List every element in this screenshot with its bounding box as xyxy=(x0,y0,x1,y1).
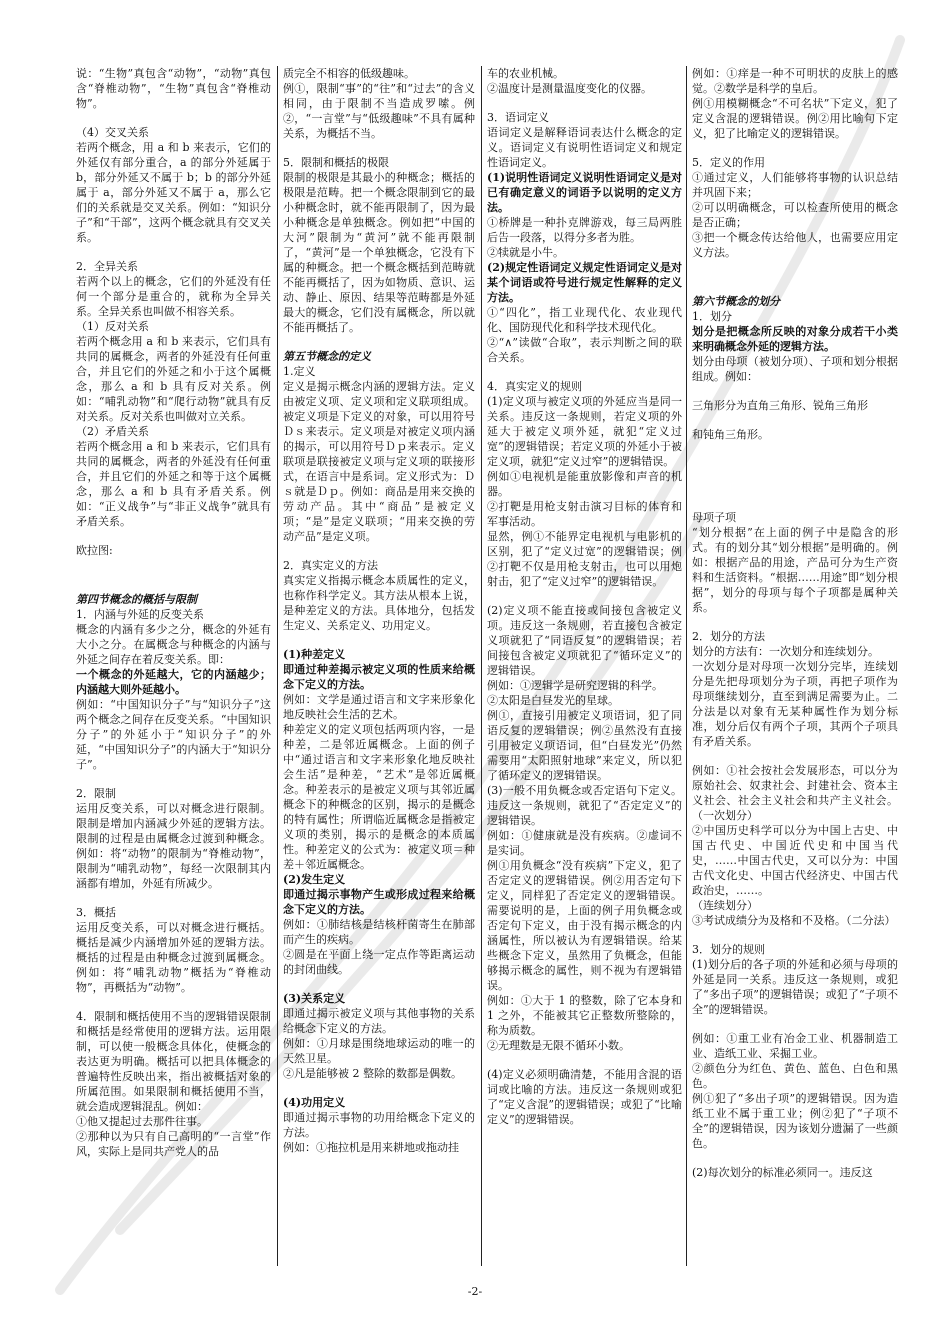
paragraph: 例如：①逻辑学是研究逻辑的科学。 xyxy=(487,679,663,692)
paragraph: (1)说明性语词定义说明性语词定义是对已有确定意义的词语予以说明的定义方法。 xyxy=(487,171,682,214)
paragraph: 真实定义指揭示概念本质属性的定义，也称作科学定义。其方法从根本上说，是种差定义的方法。具体地分，包括发生定义、关系定义、功用定义。 xyxy=(283,574,475,632)
paragraph: 运用反变关系，可以对概念进行限制。限制是增加内涵减少外延的逻辑方法。限制的过程是由属概念过渡到种概念。例如：将“动物”的限制为“脊椎动物”，限制为“哺乳动物”，每经一次限制其内涵都有增加，外延有所减少。 xyxy=(76,802,271,890)
column-2 xyxy=(283,66,475,1266)
paragraph-spacer xyxy=(487,589,682,603)
paragraph-spacer xyxy=(692,384,898,398)
paragraph: 5．限制和概括的极限 xyxy=(283,156,389,169)
paragraph: 例如：①痒是一种不可明状的皮肤上的感觉。②数学是科学的皇后。 xyxy=(692,67,898,95)
paragraph: 质完全不相容的低级趣味。 xyxy=(283,67,415,80)
paragraph: 例如：①肺结核是结核杆菌寄生在肺部而产生的疾病。 xyxy=(283,918,475,946)
paragraph-spacer xyxy=(692,928,898,942)
paragraph: 例如：①社会按社会发展形态，可以分为原始社会、奴隶社会、封建社会、资本主义社会、社会主义社会和共产主义社会。（一次划分） xyxy=(692,764,898,822)
paragraph-spacer xyxy=(487,96,682,110)
paragraph: (1)种差定义 xyxy=(283,648,346,661)
paragraph: 限制的极限是其最小的种概念；概括的极限是范畴。把一个概念限制到它的最小种概念时，就不能再限制了，因为最小种概念是单独概念。例如把“中国的大河”限制为“黄河”就不能再限制了，“黄河”是一个单独概念，它没有下属的种概念。把一个概念概括到范畴就不能再概括了，因为如物质、意识、运动、静止、原因、结果等范畴都是外延最大的概念，它们没有属概念，所以就不能再概括了。 xyxy=(283,171,475,334)
paragraph: ②那种以为只有自己高明的“一言堂”作风，实际上是同共产党人的品 xyxy=(76,1130,271,1158)
paragraph: 例如：文学是通过语言和文字来形象化地反映社会生活的艺术。 xyxy=(283,693,475,721)
paragraph: ③考试成绩分为及格和不及格。（二分法） xyxy=(692,914,896,927)
paragraph: ①他又提起过去那件往事。 xyxy=(76,1115,208,1128)
paragraph-spacer xyxy=(283,1081,475,1095)
paragraph: ②温度计是测量温度变化的仪器。 xyxy=(487,82,652,95)
paragraph: 母项子项 xyxy=(692,511,736,524)
paragraph: 运用反变关系，可以对概念进行概括。概括是减少内涵增加外延的逻辑方法。概括的过程是由种概念过渡到属概念。例如：将“哺乳动物”概括为“脊椎动物”，再概括为“动物”。 xyxy=(76,921,271,994)
paragraph: 三角形分为直角三角形、锐角三角形 xyxy=(692,399,868,412)
paragraph-spacer xyxy=(283,977,475,991)
paragraph-spacer xyxy=(283,141,475,155)
paragraph: 例如：“中国知识分子”与“知识分子”这两个概念之间存在反变关系。“中国知识分子”的外延小于“知识分子”的外延，“中国知识分子”的内涵大于“知识分子”。 xyxy=(76,698,271,771)
paragraph: (2)定义项不能直接或间接包含被定义项。违反这一条规则，若直接包含被定义项就犯了“同语反复”的逻辑错误；若间接包含被定义项就犯了“循环定义”的逻辑错误。 xyxy=(487,604,682,677)
paragraph: 即通过种差揭示被定义项的性质来给概念下定义的方法。 xyxy=(283,663,475,691)
column-divider xyxy=(277,66,278,1266)
paragraph: 说：“生物”真包含“动物”，“动物”真包含“脊椎动物”，“生物”真包含“脊椎动物”。 xyxy=(76,67,271,110)
paragraph: 1．内涵与外延的反变关系 xyxy=(76,608,204,621)
paragraph: ②凡是能够被 2 整除的数都是偶数。 xyxy=(283,1067,462,1080)
paragraph: 显然，例①不能界定电视机与电影机的区别，犯了“定义过宽”的逻辑错误；例②打靶不仅是用枪支射击，也可以用炮射击，犯了“定义过窄”的逻辑错误。 xyxy=(487,530,682,588)
paragraph: (3)关系定义 xyxy=(283,992,346,1005)
paragraph-spacer xyxy=(692,260,898,294)
paragraph: (3)一般不用负概念或否定语句下定义。违反这一条规则，就犯了“否定定义”的逻辑错误。 xyxy=(487,784,682,827)
paragraph-spacer xyxy=(76,245,271,259)
paragraph: “划分根据”在上面的例子中是隐含的形式。有的划分其“划分根据”是明确的。例如：根据产品的用途，产品可分为生产资料和生活资料。“根据……用途”即“划分根据”，划分的母项与每个子项都是属种关系。 xyxy=(692,526,898,614)
paragraph: 4．限制和概括使用不当的逻辑错误限制和概括是经常使用的逻辑方法。运用限制，可以使一般概念具体化，使概念的表达更为明确。概括可以把具体概念的普遍特性反映出来，指出被概括对象的所属范围。如果限制和概括使用不当，就会造成逻辑混乱。例如： xyxy=(76,1010,271,1113)
paragraph-spacer xyxy=(692,442,898,476)
paragraph-spacer xyxy=(487,365,682,379)
paragraph: 4．真实定义的规则 xyxy=(487,380,582,393)
page-number: -2- xyxy=(467,1285,483,1298)
paragraph: 例如：①月球是围绕地球运动的唯一的天然卫星。 xyxy=(283,1037,475,1065)
paragraph: 即通过揭示被定义项与其他事物的关系给概念下定义的方法。 xyxy=(283,1007,475,1035)
paragraph: 2．真实定义的方法 xyxy=(283,559,378,572)
paragraph-spacer xyxy=(692,749,898,763)
paragraph-spacer xyxy=(283,633,475,647)
paragraph: 2．全异关系 xyxy=(76,260,138,273)
paragraph: (2)规定性语词定义规定性语词定义是对某个词语或符号进行规定性解释的定义方法。 xyxy=(487,261,682,304)
paragraph: 即通过揭示事物的功用给概念下定义的方法。 xyxy=(283,1111,475,1139)
paragraph: 例①用负概念“没有疾病”下定义，犯了否定定义的逻辑错误。例②用否定句下定义，同样犯了否定定义的逻辑错误。需要说明的是，上面的例子用负概念或否定句下定义，由于没有揭示概念的内涵属性，所以被认为有逻辑错误。给某些概念下定义，虽然用了负概念，但能够揭示概念的属性，则不视为有逻辑错误。 xyxy=(487,859,682,992)
paragraph: 划分是把概念所反映的对象分成若干小类来明确概念外延的逻辑方法。 xyxy=(692,325,898,353)
paragraph: ①“四化”，指工业现代化、农业现代化、国防现代化和科学技术现代化。 xyxy=(487,306,682,334)
paragraph: (2)每次划分的标准必须同一。违反这 xyxy=(692,1166,873,1179)
paragraph: ②中国历史科学可以分为中国上古史、中国古代史、中国近代史和中国当代史，……中国古代史，又可以分为：中国古代文化史、中国古代经济史、中国古代政治史，……。 xyxy=(692,824,898,897)
paragraph: ①通过定义，人们能够将事物的认识总结并巩固下来； xyxy=(692,171,898,199)
paragraph: 例如：①拖拉机是用来耕地或拖动挂 xyxy=(283,1141,459,1154)
paragraph: 车的农业机械。 xyxy=(487,67,564,80)
section-heading: 第四节概念的概括与限制 xyxy=(76,593,197,606)
paragraph: ②犊就是小牛。 xyxy=(487,246,564,259)
paragraph-spacer xyxy=(283,544,475,558)
paragraph-spacer xyxy=(76,529,271,543)
paragraph: （连续划分） xyxy=(692,899,758,912)
paragraph: 概念的内涵有多少之分，概念的外延有大小之分。在属概念与种概念的内涵与外延之间存在着反变关系。即： xyxy=(76,623,271,666)
paragraph: 欧拉图: xyxy=(76,544,113,557)
paragraph: 例如：①健康就是没有疾病。②虚词不是实词。 xyxy=(487,829,682,857)
paragraph: ②打靶是用枪支射击演习目标的体育和军事活动。 xyxy=(487,500,682,528)
paragraph: ③把一个概念传达给他人，也需要应用定义方法。 xyxy=(692,231,898,259)
paragraph: 划分由母项（被划分项）、子项和划分根据组成。例如： xyxy=(692,355,898,383)
section-heading: 第六节概念的划分 xyxy=(692,295,780,308)
paragraph: 例如：①大于 1 的整数，除了它本身和 1 之外，不能被其它正整数所整除的，称为质数。 xyxy=(487,994,682,1037)
paragraph: 1.定义 xyxy=(283,365,316,378)
column-4 xyxy=(692,66,898,1266)
paragraph-spacer xyxy=(283,335,475,349)
paragraph: 3．概括 xyxy=(76,906,116,919)
paragraph: 若两个以上的概念，它们的外延没有任何一个部分是重合的，就称为全异关系。全异关系也叫做不相容关系。 xyxy=(76,275,271,318)
section-heading: 第五节概念的定义 xyxy=(283,350,371,363)
paragraph: 和钝角三角形。 xyxy=(692,428,769,441)
paragraph: 例①，直接引用被定义项语词，犯了同语反复的逻辑错误；例②虽然没有直接引用被定义项语词，但“白昼发光”仍然需要用“太阳照射地球”来定义，所以犯了循环定义的逻辑错误。 xyxy=(487,709,682,782)
paragraph: 例如：①重工业有冶金工业、机器制造工业、造纸工业、采掘工业。 xyxy=(692,1032,898,1060)
paragraph: 若两个概念用 a 和 b 来表示，它们具有共同的属概念，两者的外延没有任何重合，并且它们的外延之和等于这个属概念，那么 a 和 b 具有矛盾关系。例如：“正义战争”与“非正义战争”就具有矛盾关系。 xyxy=(76,440,271,528)
paragraph: 例①犯了“多出子项”的逻辑错误。因为造纸工业不属于重工业；例②犯了“子项不全”的逻辑错误，因为该划分遗漏了一些颜色。 xyxy=(692,1092,898,1150)
paragraph-spacer xyxy=(76,995,271,1009)
paragraph-spacer xyxy=(76,111,271,125)
paragraph: （4）交叉关系 xyxy=(76,126,149,139)
paragraph: 2．划分的方法 xyxy=(692,630,765,643)
paragraph-spacer xyxy=(692,1017,898,1031)
column-divider xyxy=(481,66,482,1266)
paragraph: (1)划分后的各子项的外延和必须与母项的外延是同一关系。违反这一条规则，或犯了“多出子项”的逻辑错误；或犯了“子项不全”的逻辑错误。 xyxy=(692,958,898,1016)
paragraph: ②无理数是无限不循环小数。 xyxy=(487,1039,630,1052)
paragraph-spacer xyxy=(692,413,898,427)
column-divider xyxy=(686,66,687,1266)
paragraph-spacer xyxy=(692,476,898,510)
paragraph: （1）反对关系 xyxy=(76,320,149,333)
paragraph: （2）矛盾关系 xyxy=(76,425,149,438)
paragraph: 3．语词定义 xyxy=(487,111,549,124)
paragraph: 若两个概念用 a 和 b 来表示，它们具有共同的属概念，两者的外延没有任何重合，并且它们的外延之和小于这个属概念，那么 a 和 b 具有反对关系。例如：“哺乳动物”和“爬行动物”就具有反对关系。反对关系也叫做对立关系。 xyxy=(76,335,271,423)
paragraph: 例①，限制“事”的“往”和“过去”的含义相同，由于限制不当造成罗嗦。例②，“一言堂”与“低级趣味”不具有属种关系，为概括不当。 xyxy=(283,82,475,140)
paragraph: ②颜色分为红色、黄色、蓝色、白色和黑色。 xyxy=(692,1062,898,1090)
text-columns xyxy=(76,66,898,1266)
paragraph: 例如①电视机是能重放影像和声音的机器。 xyxy=(487,470,682,498)
paragraph: 1．划分 xyxy=(692,310,732,323)
paragraph-spacer xyxy=(76,891,271,905)
paragraph-spacer xyxy=(487,1053,682,1067)
paragraph: ②圆是在平面上绕一定点作等距离运动的封闭曲线。 xyxy=(283,948,475,976)
paragraph: 例①用模糊概念“不可名状”下定义，犯了定义含混的逻辑错误。例②用比喻句下定义，犯了比喻定义的逻辑错误。 xyxy=(692,97,898,140)
paragraph: ②太阳是白昼发光的星球。 xyxy=(487,694,619,707)
paragraph: ①桥牌是一种扑克牌游戏，每三局两胜后告一段落，以得分多者为胜。 xyxy=(487,216,682,244)
paragraph: 即通过揭示事物产生或形成过程来给概念下定义的方法。 xyxy=(283,888,475,916)
paragraph: 3．划分的规则 xyxy=(692,943,765,956)
paragraph: 若两个概念，用 a 和 b 来表示，它们的外延仅有部分重合，a 的部分外延属于 b，部分外延又不属于 b；b 的部分外延属于 a，部分外延又不属于 a，那么它们的关系就是交叉关系。例如：“知识分子”和“干部”，这两个概念就具有交叉关系。 xyxy=(76,141,271,244)
paragraph-spacer xyxy=(692,615,898,629)
paragraph-spacer xyxy=(692,141,898,155)
paragraph: 定义是揭示概念内涵的逻辑方法。定义由被定义项、定义项和定义联项组成。被定义项是下定义的对象，可以用符号Ｄｓ来表示。定义项是对被定义项内涵的揭示，可以用符号Ｄｐ来表示。定义联项是联接被定义项与定义项的联接形式，在语言中是系词。定义形式为：Ｄｓ就是Ｄｐ。例如：商品是用来交换的劳动产品。其中“商品”是被定义项；“是”是定义联项；“用来交换的劳动产品”是定义项。 xyxy=(283,380,475,543)
paragraph: ②“∧”读做“合取”，表示判断之间的联合关系。 xyxy=(487,336,682,364)
paragraph: 2．限制 xyxy=(76,787,116,800)
paragraph: 语词定义是解释语词表达什么概念的定义。语词定义有说明性语词定义和规定性语词定义。 xyxy=(487,126,682,169)
paragraph: 一次划分是对母项一次划分完毕，连续划分是先把母项划分为子项，再把子项作为母项继续划分，直至到满足需要为止。二分法是以对象有无某种属性作为划分标准，划分后仅有两个子项，其两个子项具有矛盾关系。 xyxy=(692,660,898,748)
paragraph-spacer xyxy=(692,1151,898,1165)
paragraph-spacer xyxy=(76,772,271,786)
paragraph: ②可以明确概念，可以检查所使用的概念是否正确； xyxy=(692,201,898,229)
paragraph: 种差定义的定义项包括两项内容，一是种差，二是邻近属概念。上面的例子中“通过语言和文字来形象化地反映社会生活”是种差，“艺术”是邻近属概念。种差表示的是被定义项与其邻近属概念下的种概念的区别，揭示的是概念的特有属性；所谓临近属概念是指被定义项的类别，揭示的是概念的本质属性。种差定义的公式为：被定义项＝种差＋邻近属概念。 xyxy=(283,723,475,871)
paragraph: 5．定义的作用 xyxy=(692,156,765,169)
paragraph: (1)定义项与被定义项的外延应当是同一关系。违反这一条规则，若定义项的外延大于被定义项外延，就犯“定义过宽”的逻辑错误；若定义项的外延小于被定义项，就犯“定义过窄”的逻辑错误。 xyxy=(487,395,682,468)
paragraph: (2)发生定义 xyxy=(283,873,346,886)
paragraph: (4)定义必须明确清楚，不能用含混的语词或比喻的方法。违反这一条规则或犯了“定义含混”的逻辑错误；或犯了“比喻定义”的逻辑错误。 xyxy=(487,1068,682,1126)
column-3 xyxy=(487,66,682,1266)
paragraph: (4)功用定义 xyxy=(283,1096,346,1109)
column-1 xyxy=(76,66,271,1266)
paragraph: 划分的方法有：一次划分和连续划分。 xyxy=(692,645,879,658)
paragraph: 一个概念的外延越大，它的内涵越少；内涵越大则外延越小。 xyxy=(76,668,271,696)
paragraph-spacer xyxy=(76,558,271,592)
